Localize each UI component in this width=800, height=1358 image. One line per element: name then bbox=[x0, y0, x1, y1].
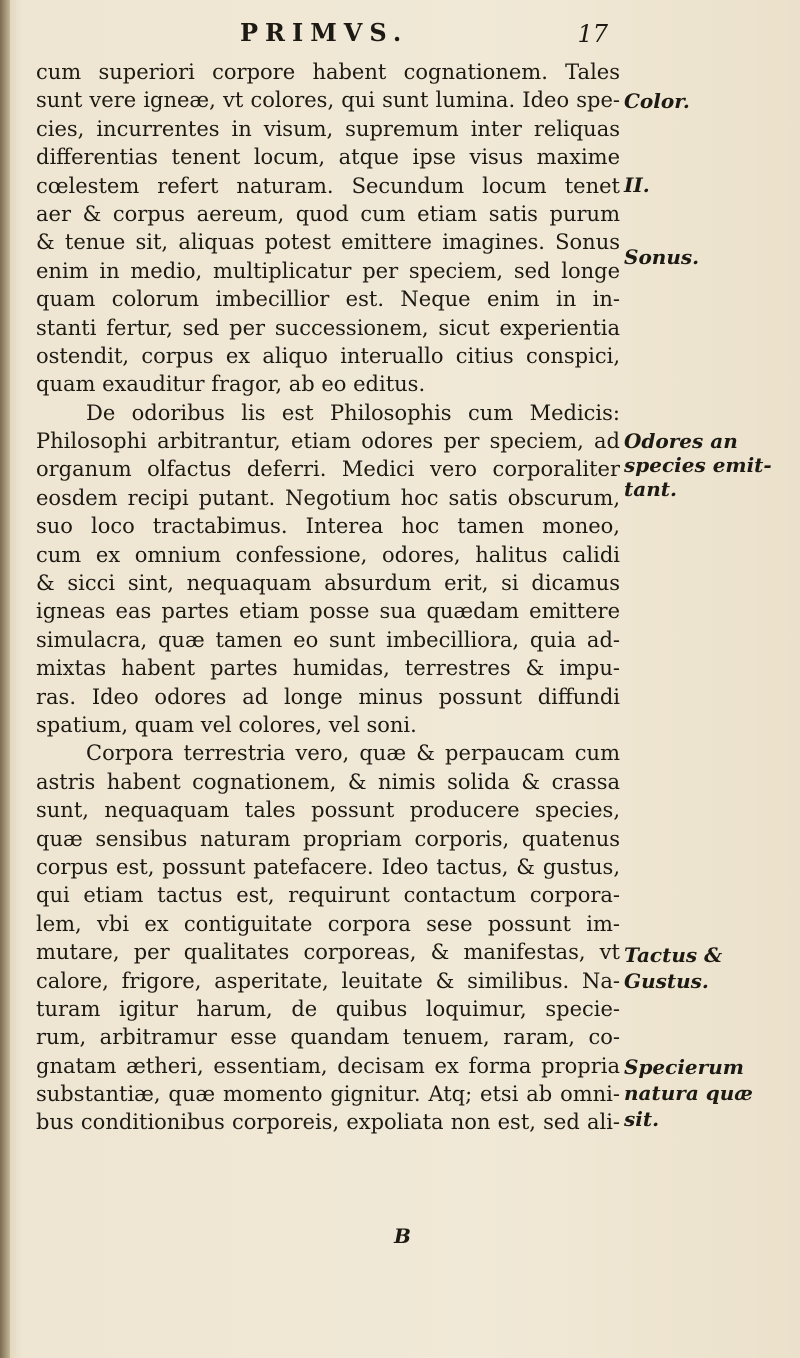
text-line: & sicci sint, nequaquam absurdum erit, si dicamus bbox=[36, 571, 620, 596]
margin-note: sit. bbox=[624, 1107, 660, 1131]
margin-note: Color. bbox=[624, 89, 690, 113]
text-line: quam exauditur fragor, ab eo editus. bbox=[36, 372, 426, 397]
text-line: differentias tenent locum, atque ipse visus maxime bbox=[36, 145, 620, 170]
margin-note: Odores an bbox=[624, 429, 738, 453]
margin-note: tant. bbox=[624, 477, 677, 501]
text-line: & tenue sit, aliquas potest emittere imagines. Sonus bbox=[36, 230, 620, 255]
margin-note: Tactus & bbox=[624, 943, 723, 967]
margin-note: Specierum bbox=[624, 1055, 744, 1079]
text-line: cœlestem refert naturam. Secundum locum tenet bbox=[36, 173, 620, 198]
text-line: cum superiori corpore habent cognationem. Tales bbox=[36, 60, 620, 84]
text-line: ras. Ideo odores ad longe minus possunt diffundi bbox=[36, 684, 620, 709]
text-line: rum, arbitramur esse quandam tenuem, raram, co- bbox=[36, 1025, 620, 1050]
text-line: simulacra, quæ tamen eo sunt imbecilliora, quia ad- bbox=[36, 627, 620, 652]
text-line: stanti fertur, sed per successionem, sicut experientia bbox=[36, 315, 620, 340]
text-line: enim in medio, multiplicatur per speciem, sed longe bbox=[36, 258, 620, 283]
margin-note: species emit- bbox=[624, 453, 772, 477]
text-line: corpus est, possunt patefacere. Ideo tactus, & gustus, bbox=[36, 854, 620, 879]
margin-note: natura quæ bbox=[624, 1081, 753, 1105]
main-text-block bbox=[36, 58, 620, 1137]
text-line: turam igitur harum, de quibus loquimur, specie- bbox=[36, 996, 620, 1021]
margin-note: Sonus. bbox=[624, 245, 700, 269]
text-line: De odoribus lis est Philosophis cum Medicis: bbox=[86, 400, 620, 425]
text-line: spatium, quam vel colores, vel soni. bbox=[36, 712, 417, 737]
text-line: eosdem recipi putant. Negotium hoc satis obscurum, bbox=[36, 485, 620, 510]
running-head: PRIMVS. bbox=[240, 18, 409, 47]
text-line: cies, incurrentes in visum, supremum inter reliquas bbox=[36, 116, 620, 141]
text-line: organum olfactus deferri. Medici vero corporaliter bbox=[36, 457, 620, 482]
margin-note: II. bbox=[624, 173, 650, 197]
text-line: astris habent cognationem, & nimis solida & crassa bbox=[36, 769, 620, 794]
text-line: sunt, nequaquam tales possunt producere species, bbox=[36, 798, 620, 823]
text-line: gnatam ætheri, essentiam, decisam ex forma propria bbox=[36, 1053, 620, 1078]
text-line: suo loco tractabimus. Interea hoc tamen moneo, bbox=[36, 514, 620, 539]
text-line: bus conditionibus corporeis, expoliata non est, sed ali- bbox=[36, 1110, 620, 1135]
binding-gutter bbox=[0, 0, 10, 1358]
text-line: igneas eas partes etiam posse sua quædam emittere bbox=[36, 599, 620, 624]
page-header bbox=[230, 14, 610, 54]
text-line: mixtas habent partes humidas, terrestres & impu- bbox=[36, 656, 620, 681]
text-line: calore, frigore, asperitate, leuitate & similibus. Na- bbox=[36, 968, 620, 993]
text-line: aer & corpus aereum, quod cum etiam satis purum bbox=[36, 201, 620, 226]
text-line: mutare, per qualitates corporeas, & manifestas, vt bbox=[36, 940, 620, 965]
margin-note: Gustus. bbox=[624, 969, 709, 993]
text-line: quam colorum imbecillior est. Neque enim in in- bbox=[36, 287, 620, 312]
text-line: cum ex omnium confessione, odores, halitus calidi bbox=[36, 542, 620, 567]
text-line: ostendit, corpus ex aliquo interuallo citius conspici, bbox=[36, 343, 620, 368]
text-line: sunt vere igneæ, vt colores, qui sunt lumina. Ideo spe- bbox=[36, 88, 620, 113]
text-line: qui etiam tactus est, requirunt contactum corpora- bbox=[36, 883, 620, 908]
text-line: substantiæ, quæ momento gignitur. Atq; etsi ab omni- bbox=[36, 1082, 620, 1107]
text-line: quæ sensibus naturam propriam corporis, quatenus bbox=[36, 826, 620, 851]
page-number: 17 bbox=[577, 20, 608, 48]
text-line: Corpora terrestria vero, quæ & perpaucam cum bbox=[86, 741, 620, 766]
text-line: Philosophi arbitrantur, etiam odores per speciem, ad bbox=[36, 429, 620, 454]
text-line: lem, vbi ex contiguitate corpora sese possunt im- bbox=[36, 911, 620, 936]
signature-mark: B bbox=[394, 1224, 411, 1248]
